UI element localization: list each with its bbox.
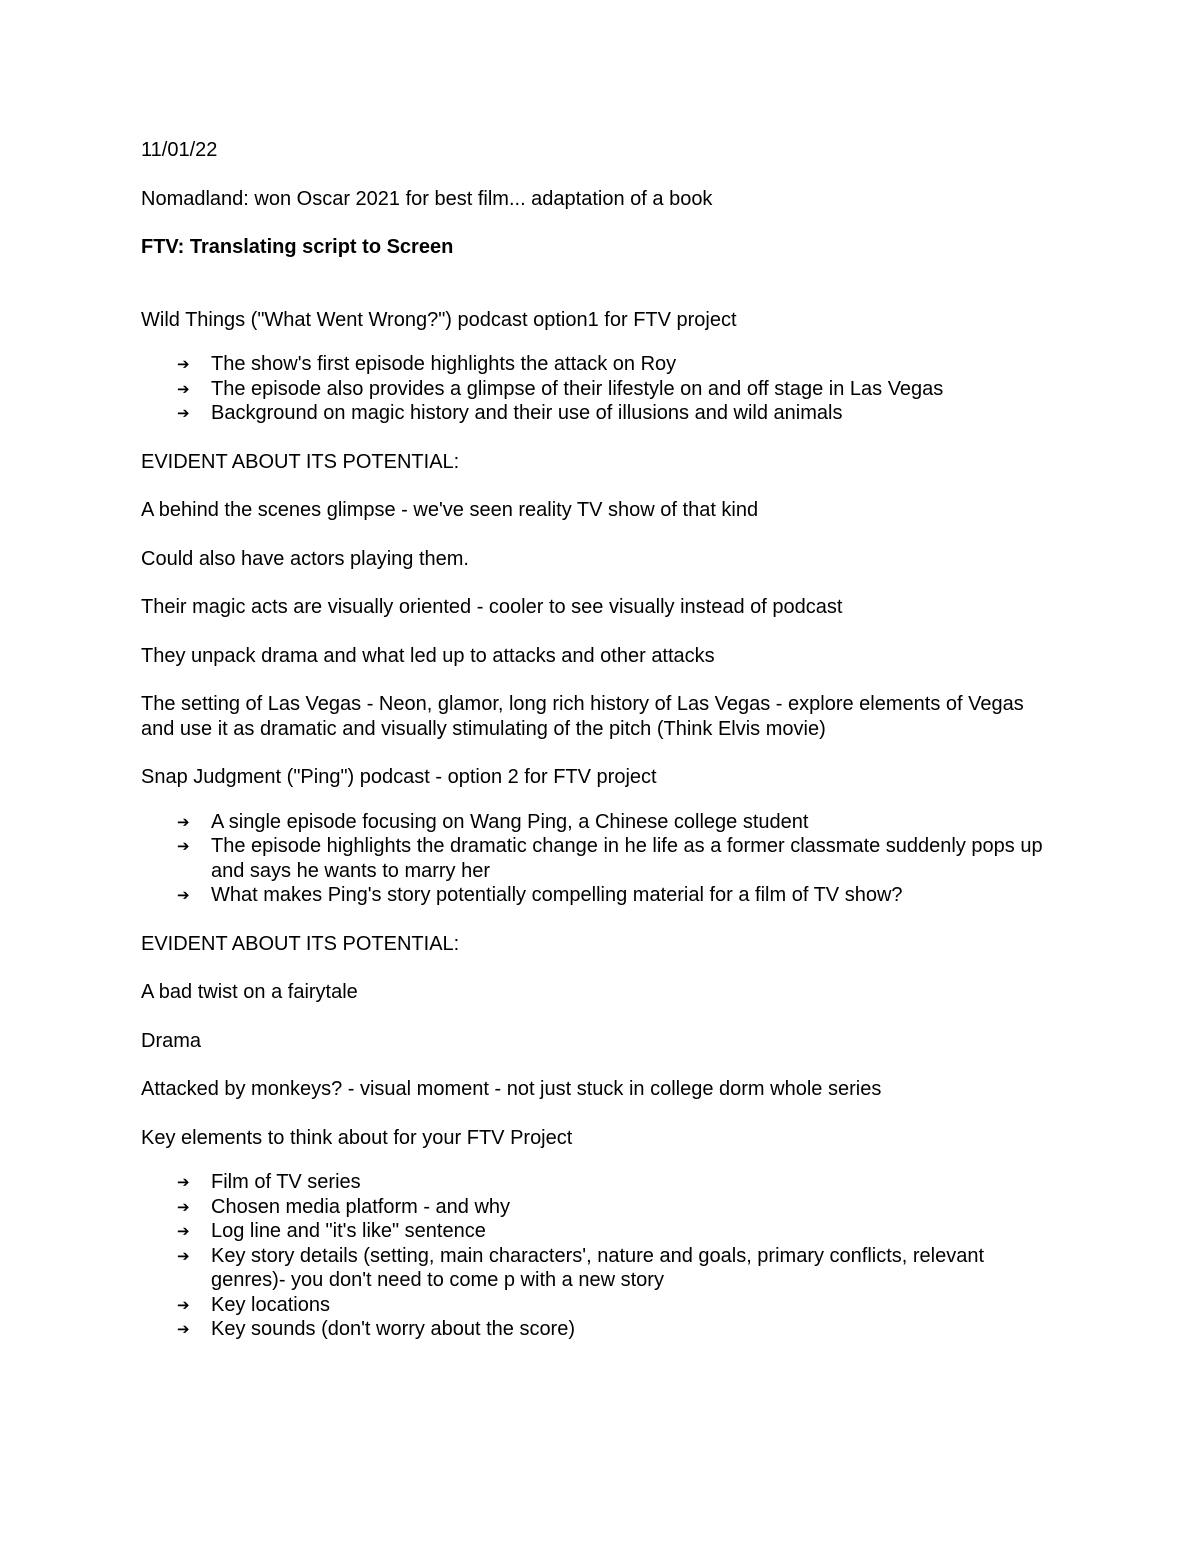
arrow-right-icon: ➔ (177, 837, 190, 855)
arrow-right-icon: ➔ (177, 404, 190, 422)
list-item (141, 1195, 1061, 1220)
list-item-text: Chosen media platform - and why (211, 1195, 511, 1218)
arrow-right-icon: ➔ (177, 1197, 190, 1216)
arrow-right-icon: ➔ (177, 1320, 190, 1338)
list-item (141, 352, 1061, 377)
list-item (141, 401, 1061, 426)
section-heading: FTV: Translating script to Screen (141, 236, 454, 258)
list-item (141, 1244, 1061, 1293)
list-item-text: The show's first episode highlights the attack on Roy (211, 353, 677, 375)
list-item (141, 377, 1061, 402)
key-elements-bullet-list (141, 1170, 1061, 1342)
list-item (141, 1293, 1061, 1318)
list-item-text: Key story details (setting, main characters', nature and goals, primary conflicts, relevant genres)- you don't need to come p with a new story (211, 1244, 985, 1291)
list-item (141, 810, 1061, 835)
option1-point: They unpack drama and what led up to attacks and other attacks (141, 644, 715, 667)
arrow-right-icon: ➔ (177, 1246, 190, 1265)
arrow-right-icon: ➔ (177, 379, 190, 398)
arrow-right-icon: ➔ (177, 1295, 190, 1314)
option1-point: Could also have actors playing them. (141, 547, 469, 570)
document-body (141, 138, 1061, 1366)
list-item-text: Key sounds (don't worry about the score) (211, 1318, 576, 1340)
list-item (141, 1219, 1061, 1244)
arrow-right-icon: ➔ (177, 886, 190, 904)
list-item-text: A single episode focusing on Wang Ping, a Chinese college student (211, 810, 809, 833)
intro-line: Nomadland: won Oscar 2021 for best film... adaptation of a book (141, 187, 713, 210)
option2-point: Drama (141, 1029, 202, 1052)
list-item-text: What makes Ping's story potentially compelling material for a film of TV show? (211, 884, 903, 906)
list-item-text: Key locations (211, 1293, 330, 1316)
list-item-text: Background on magic history and their use of illusions and wild animals (211, 402, 843, 424)
list-item (141, 834, 1061, 883)
key-elements-title: Key elements to think about for your FTV Project (141, 1126, 573, 1149)
option1-point: Their magic acts are visually oriented - cooler to see visually instead of podcast (141, 596, 843, 618)
arrow-right-icon: ➔ (177, 355, 190, 373)
arrow-right-icon: ➔ (177, 1173, 190, 1191)
list-item (141, 1170, 1061, 1195)
list-item (141, 883, 1061, 908)
list-item-text: The episode also provides a glimpse of their lifestyle on and off stage in Las Vegas (211, 377, 944, 400)
list-item (141, 1317, 1061, 1342)
option2-point: A bad twist on a fairytale (141, 981, 358, 1003)
option2-potential-label: EVIDENT ABOUT ITS POTENTIAL: (141, 932, 460, 955)
option1-potential-label: EVIDENT ABOUT ITS POTENTIAL: (141, 450, 460, 473)
list-item-text: The episode highlights the dramatic change in he life as a former classmate suddenly pops up and says he wants to marry her (211, 835, 1043, 882)
arrow-right-icon: ➔ (177, 812, 190, 831)
option2-point: Attacked by monkeys? - visual moment - not just stuck in college dorm whole series (141, 1078, 882, 1100)
list-item-text: Film of TV series (211, 1171, 361, 1193)
option2-bullet-list (141, 810, 1061, 908)
date-line: 11/01/22 (141, 139, 218, 161)
option1-title: Wild Things ("What Went Wrong?") podcast option1 for FTV project (141, 308, 737, 331)
option2-title: Snap Judgment ("Ping") podcast - option 2 for FTV project (141, 766, 657, 788)
arrow-right-icon: ➔ (177, 1222, 190, 1240)
list-item-text: Log line and "it's like" sentence (211, 1220, 486, 1242)
option1-point: A behind the scenes glimpse - we've seen reality TV show of that kind (141, 499, 759, 521)
option1-bullet-list (141, 352, 1061, 426)
option1-point: The setting of Las Vegas - Neon, glamor, long rich history of Las Vegas - explore elements of Vegas and use it as dramatic and visually stimulating of the pitch (Think Elvis movie) (141, 693, 1024, 740)
